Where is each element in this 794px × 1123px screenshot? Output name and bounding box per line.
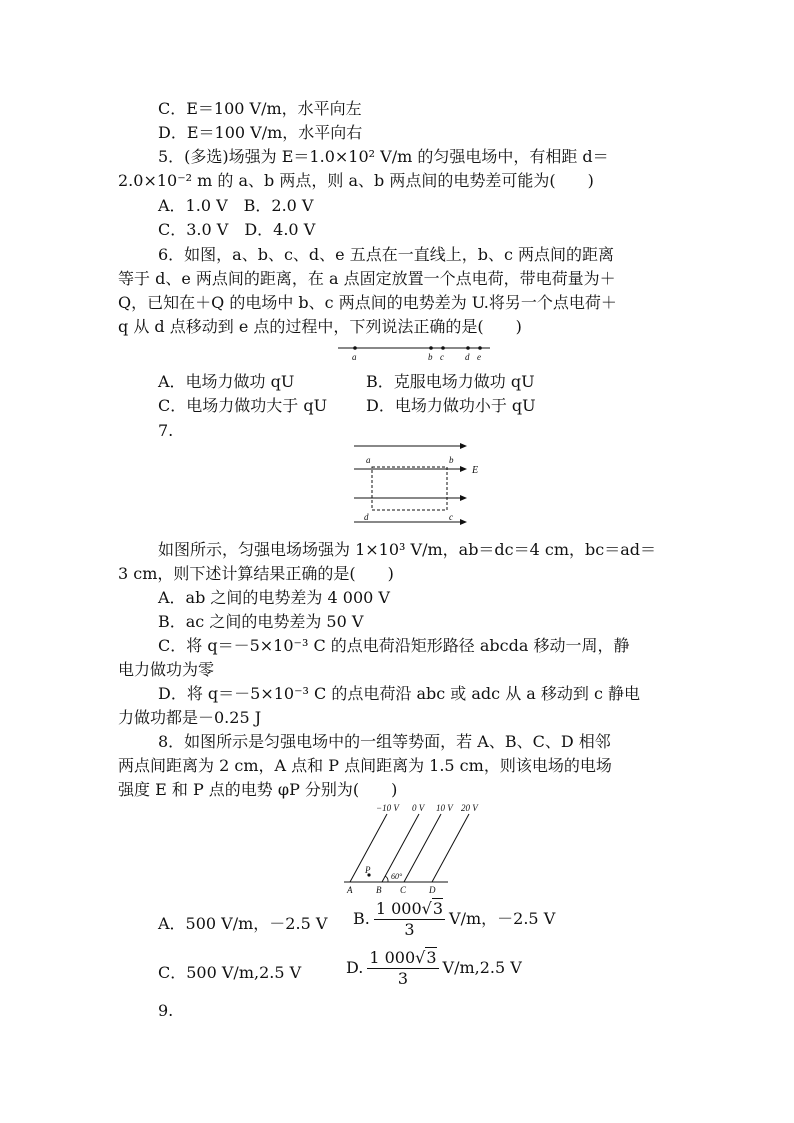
q7-dashed-rectangle [372,467,447,510]
q6-stem-line2: 等于 d、e 两点间的距离，在 a 点固定放置一个点电荷，带电荷量为＋ [118,269,616,288]
q8-potential-1: −10 V [376,803,399,813]
q6-option-d: D．电场力做功小于 qU [366,396,536,415]
q6-point-c [441,346,445,350]
q8-option-b-fraction: $\frac{1 000√3}{3}$ [375,899,444,939]
q8-option-b-sqrt: 3 [432,899,444,918]
q8-option-b [353,899,555,940]
q8-stem-line1: 8．如图所示是匀强电场中的一组等势面，若 A、B、C、D 相邻 [158,732,611,751]
q8-option-a: A．500 V/m，－2.5 V [158,914,328,933]
q6-stem-line1: 6．如图，a、b、c、d、e 五点在一直线上，b、c 两点间的距离 [158,245,615,264]
q7-label-c: c [449,512,453,522]
q7-option-c-line2: 电力做功为零 [118,660,215,679]
q6-point-a [353,346,357,350]
q6-option-a: A．电场力做功 qU [158,372,295,391]
q6-label-b: b [428,352,433,362]
q6-point-b [429,346,433,350]
q7-label-a: a [366,455,371,465]
q8-option-d-sqrt: 3 [426,948,437,967]
q6-line-figure [330,340,500,364]
q6-label-e: e [477,352,481,362]
q7-option-d-line2: 力做功都是－0.25 J [118,708,262,727]
q5-options-cd: C．3.0 V D．4.0 V [158,220,316,239]
q8-option-d [346,948,522,989]
q8-stem-line2: 两点间距离为 2 cm，A 点和 P 点间距离为 1.5 cm，则该电场的电场 [118,756,612,775]
q8-option-b-denominator: 3 [404,920,415,939]
q7-stem-line1: 如图所示，匀强电场场强为 1×10³ V/m，ab＝dc＝4 cm，bc＝ad＝ [158,540,657,559]
q4-option-d: D．E＝100 V/m，水平向右 [158,123,363,142]
q8-label-D: D [429,885,436,895]
q7-option-b: B．ac 之间的电势差为 50 V [158,612,364,631]
q7-stem-line2: 3 cm，则下述计算结果正确的是( ) [118,564,394,583]
q7-option-a: A．ab 之间的电势差为 4 000 V [158,588,390,607]
q8-potential-4: 20 V [461,803,478,813]
q7-label-d: d [364,512,369,522]
q8-stem-line3: 强度 E 和 P 点的电势 φP 分别为( ) [118,780,398,799]
q6-stem-line4: q 从 d 点移动到 e 点的过程中，下列说法正确的是( ) [118,317,522,336]
q8-angle-label: 60° [391,872,403,881]
q8-option-b-unit: V/m，－2.5 V [449,909,556,928]
q8-option-c: C．500 V/m,2.5 V [158,963,302,982]
q7-label-E: E [472,465,479,476]
q8-option-d-denominator: 3 [397,969,409,988]
q9-number: 9. [158,1001,174,1020]
q6-option-b: B．克服电场力做功 qU [366,372,535,391]
q5-options-ab: A．1.0 V B．2.0 V [158,196,314,215]
q8-option-b-numerator: 1 000 [375,899,422,918]
q7-field-figure [348,440,488,532]
q6-label-a: a [352,352,357,362]
q8-potential-3: 10 V [436,803,453,813]
q8-potential-2: 0 V [412,803,425,813]
q8-label-A: A [347,885,353,895]
q7-number: 7. [158,421,174,440]
q6-label-c: c [440,352,444,362]
q7-option-c-line1: C．将 q＝－5×10⁻³ C 的点电荷沿矩形路径 abcda 移动一周，静 [158,636,630,655]
q6-point-e [478,346,482,350]
q5-stem-line2: 2.0×10⁻² m 的 a、b 两点，则 a、b 两点间的电势差可能为( ) [118,171,594,190]
q4-option-c: C．E＝100 V/m，水平向左 [158,99,362,118]
q8-label-C: C [400,885,407,895]
q8-option-d-letter: D. [346,958,364,977]
q8-option-b-letter: B. [353,909,370,928]
q6-stem-line3: Q，已知在＋Q 的电场中 b、c 两点间的电势差为 U.将另一个点电荷＋ [118,293,617,312]
q5-stem-line1: 5．(多选)场强为 E＝1.0×10² V/m 的匀强电场中，有相距 d＝ [158,147,609,166]
q8-option-d-numerator: 1 000 [369,948,416,967]
q6-label-d: d [465,352,470,362]
q8-label-P: P [365,865,371,875]
q8-angle-arc [385,876,388,882]
q7-option-d-line1: D．将 q＝－5×10⁻³ C 的点电荷沿 abc 或 adc 从 a 移动到 c 静电 [158,684,641,703]
q6-option-c: C．电场力做功大于 qU [158,396,328,415]
q8-option-d-unit: V/m,2.5 V [442,958,522,977]
q6-point-d [466,346,470,350]
q8-equipotential-figure [340,800,490,898]
q8-label-B: B [376,885,382,895]
q8-equipotential-3 [404,814,441,882]
q8-option-d-fraction: $\frac{1 000√3}{3}$ [369,948,437,988]
q8-equipotential-4 [432,814,469,882]
q7-label-b: b [449,455,454,465]
